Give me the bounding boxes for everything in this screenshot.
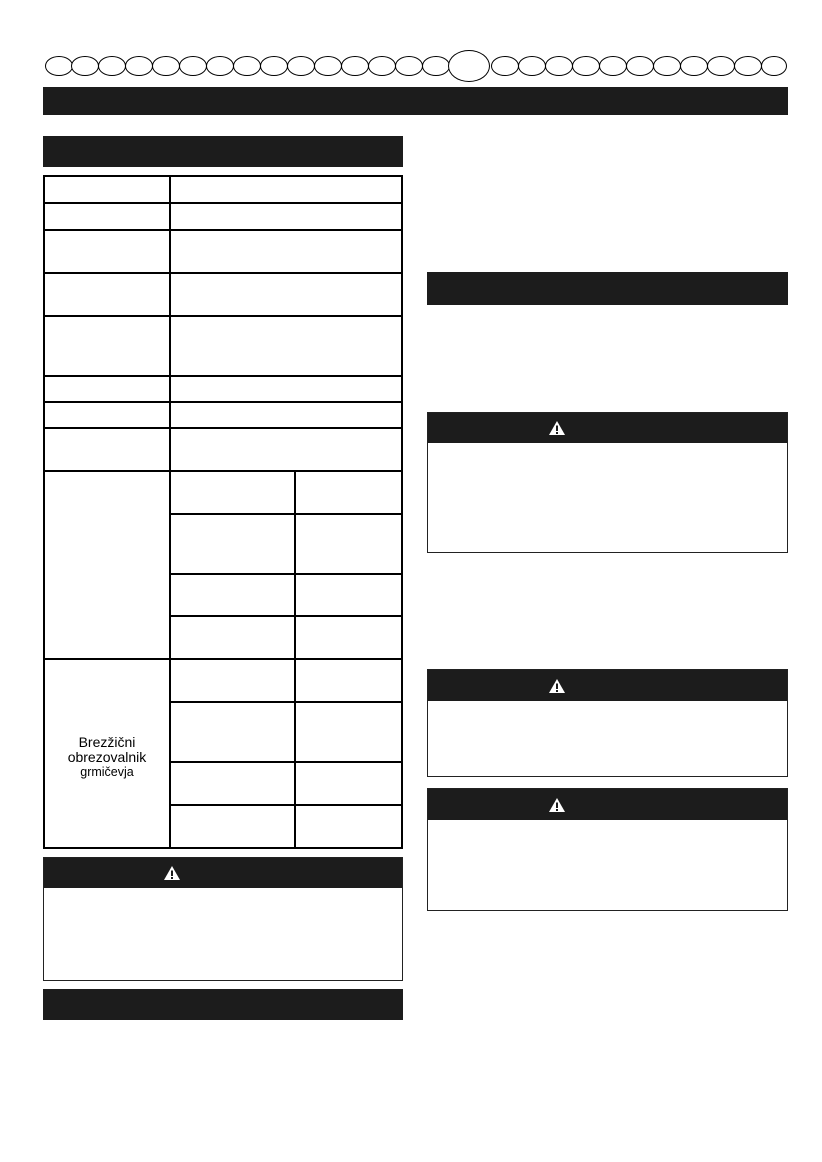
table-row-line — [170, 701, 401, 703]
language-tab[interactable] — [734, 56, 762, 76]
warning-header — [44, 858, 402, 888]
language-tab[interactable] — [179, 56, 207, 76]
language-tab[interactable] — [761, 56, 787, 76]
language-tab[interactable] — [368, 56, 396, 76]
language-tab[interactable] — [545, 56, 573, 76]
table-row-line — [170, 804, 401, 806]
language-tab[interactable] — [626, 56, 654, 76]
product-label-line: Brezžični — [78, 734, 136, 750]
section-heading-bar — [43, 989, 403, 1020]
language-tab[interactable] — [395, 56, 423, 76]
table-row-line — [170, 573, 401, 575]
spec-table — [43, 175, 403, 849]
language-tab[interactable] — [680, 56, 708, 76]
language-tab[interactable] — [707, 56, 735, 76]
language-tab[interactable] — [125, 56, 153, 76]
warning-triangle-icon — [548, 797, 566, 813]
warning-header — [428, 413, 787, 443]
warning-triangle-icon — [548, 678, 566, 694]
warning-box — [43, 857, 403, 981]
warning-box — [427, 788, 788, 911]
language-tab[interactable] — [314, 56, 342, 76]
table-row-line — [45, 401, 401, 403]
language-tab[interactable] — [653, 56, 681, 76]
table-row-line — [45, 427, 401, 429]
product-label — [47, 735, 167, 780]
language-tab[interactable] — [45, 56, 73, 76]
warning-header — [428, 670, 787, 701]
table-row-line — [170, 615, 401, 617]
language-tab[interactable] — [341, 56, 369, 76]
warning-triangle-icon — [548, 420, 566, 436]
language-tab[interactable] — [152, 56, 180, 76]
page-header-bar — [43, 87, 788, 115]
language-tab[interactable] — [71, 56, 99, 76]
warning-box — [427, 669, 788, 777]
language-tab[interactable] — [287, 56, 315, 76]
table-row-line — [45, 470, 401, 472]
table-row-line — [45, 658, 401, 660]
language-tab[interactable] — [491, 56, 519, 76]
table-row-line — [45, 315, 401, 317]
warning-triangle-icon — [163, 865, 181, 881]
language-tabs — [45, 56, 787, 78]
table-row-line — [45, 375, 401, 377]
language-tab[interactable] — [206, 56, 234, 76]
table-divider — [169, 177, 171, 847]
language-tab[interactable] — [518, 56, 546, 76]
table-row-line — [45, 272, 401, 274]
product-label-line: obrezovalnik — [67, 749, 147, 765]
language-tab[interactable] — [599, 56, 627, 76]
warning-box — [427, 412, 788, 553]
table-row-line — [170, 513, 401, 515]
warning-header — [428, 789, 787, 820]
language-tab-active[interactable] — [448, 50, 490, 82]
language-tab[interactable] — [233, 56, 261, 76]
table-row-line — [45, 202, 401, 204]
language-tab[interactable] — [572, 56, 600, 76]
language-tab[interactable] — [260, 56, 288, 76]
language-tab[interactable] — [422, 56, 450, 76]
section-heading-bar — [427, 272, 788, 305]
table-row-line — [45, 229, 401, 231]
section-heading-bar — [43, 136, 403, 167]
table-row-line — [170, 761, 401, 763]
language-tab[interactable] — [98, 56, 126, 76]
product-label-line: grmičevja — [80, 765, 134, 779]
